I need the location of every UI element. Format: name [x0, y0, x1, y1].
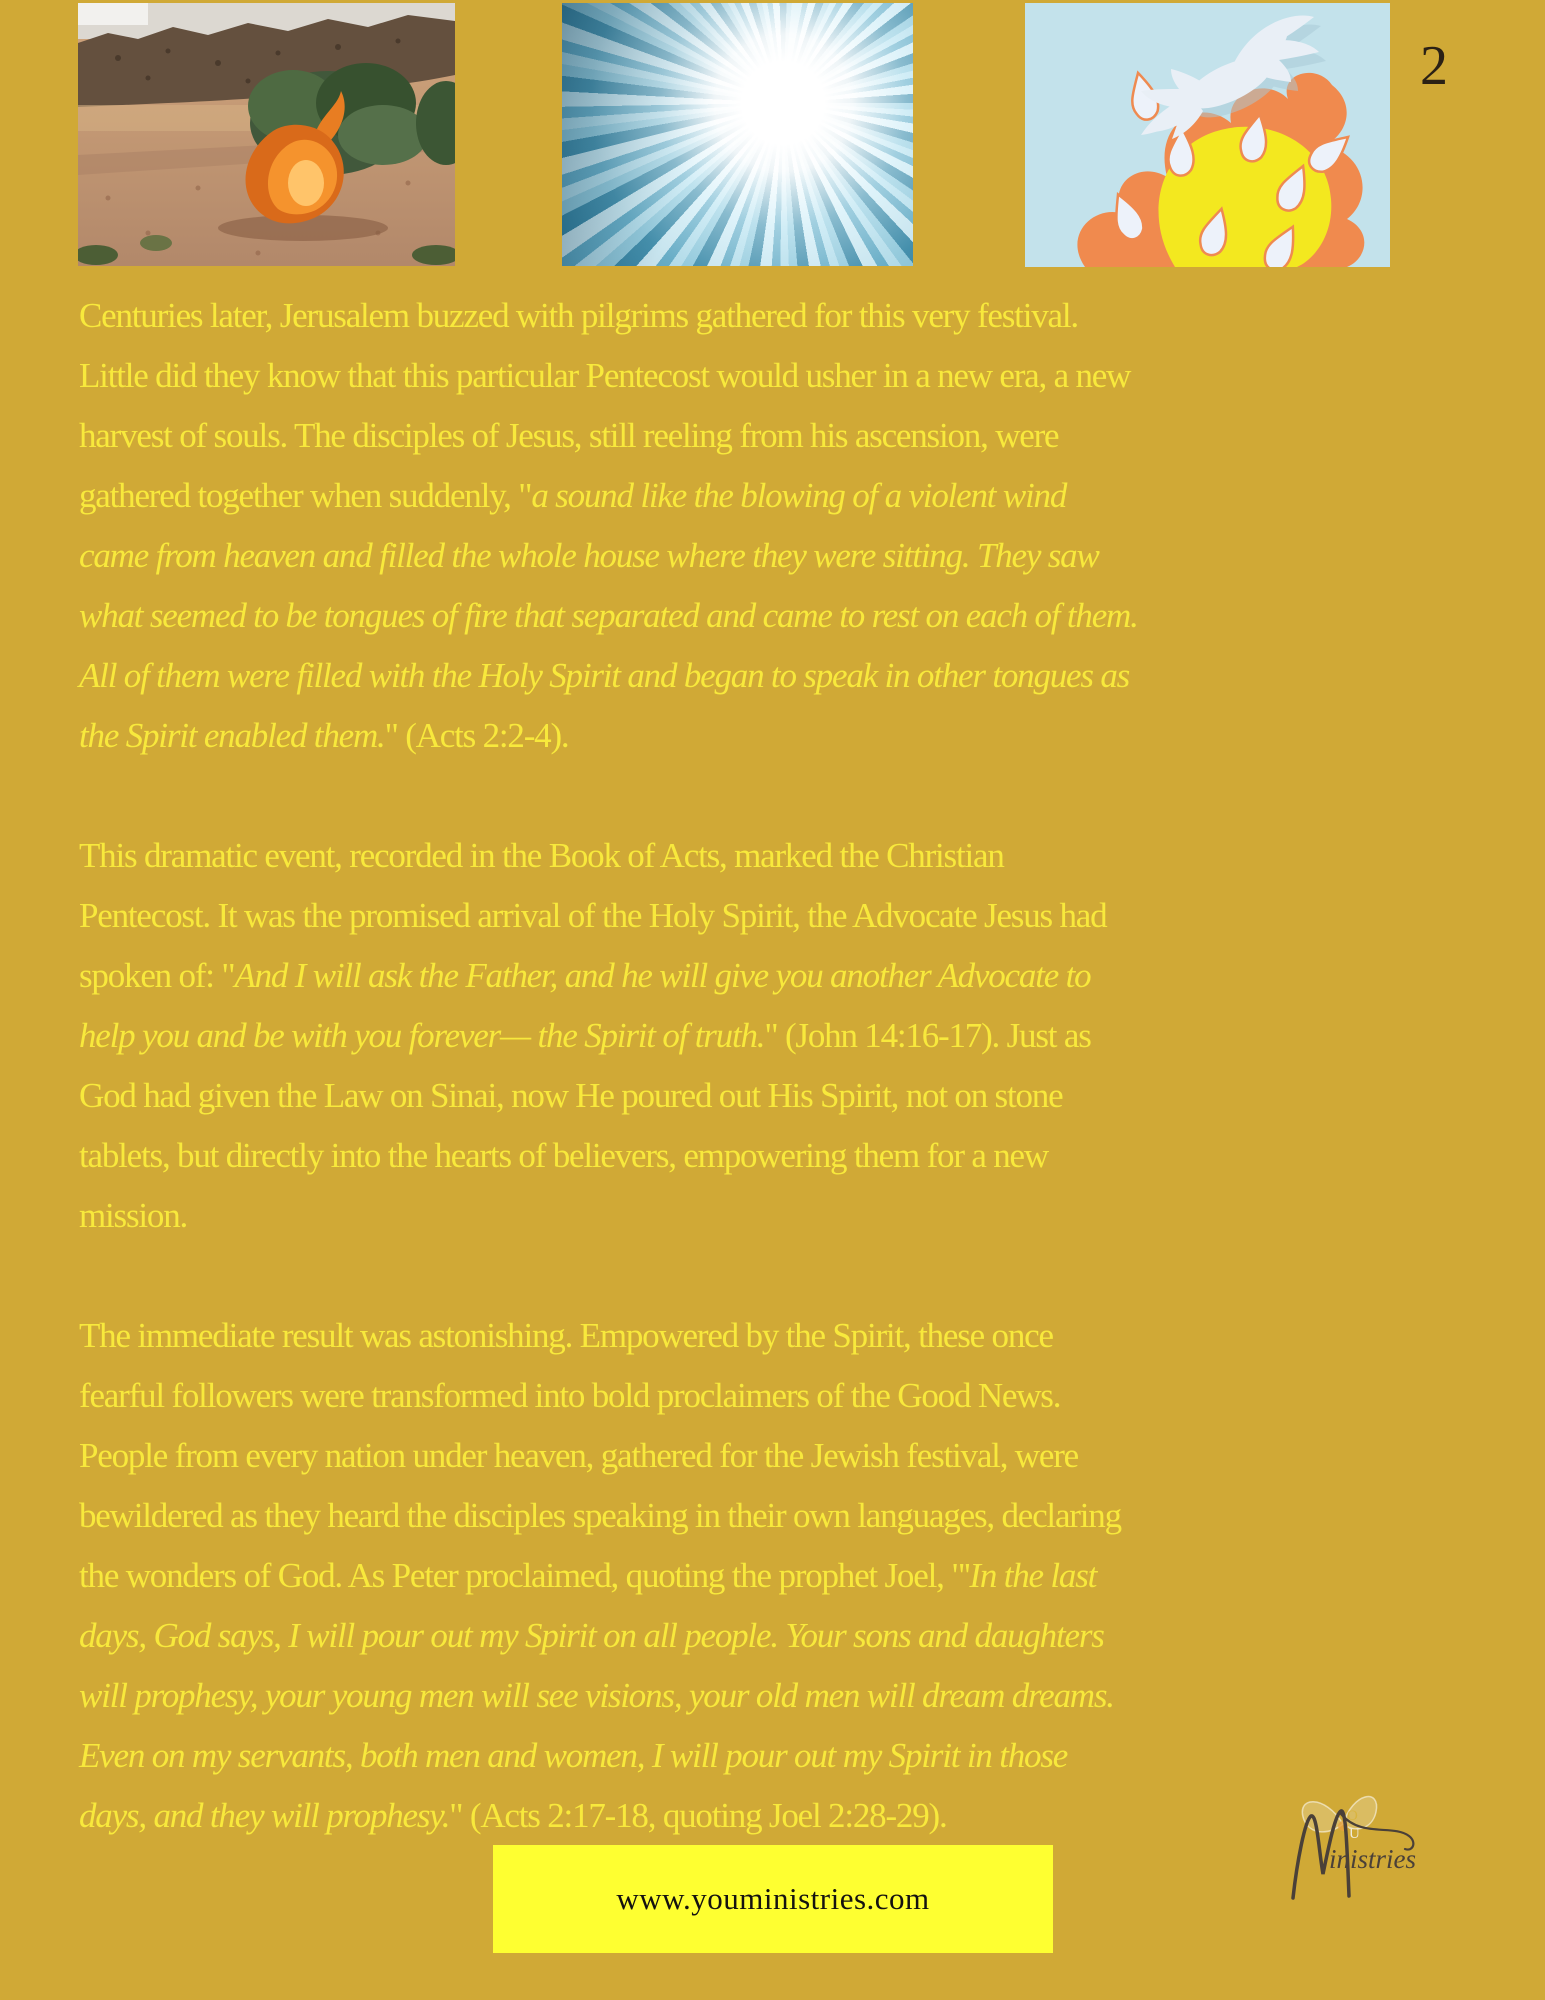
- ministries-logo: [1283, 1786, 1433, 1906]
- dove-flames-illustration: [1025, 3, 1390, 267]
- text-segment-italic: a sound like the blowing of a violent wind came from heaven and filled the whole house where they were sitting. They saw what seemed to be tongues of fire that separated and came to rest on each of them. All of them were filled with the Holy Spirit and began to speak in other tongues as the Spirit enabled them.: [79, 476, 1138, 755]
- logo-letter-o: O: [1347, 1808, 1358, 1824]
- burning-bush-photo: [78, 3, 455, 266]
- page-number: 2: [1420, 35, 1448, 97]
- logo-monogram: U: [1349, 1826, 1360, 1842]
- text-segment-regular: " (Acts 2:2-4).: [384, 716, 569, 755]
- footer-website-bar[interactable]: [493, 1845, 1053, 1953]
- burning-bush-illustration: [78, 3, 455, 266]
- text-segment-regular: The immediate result was astonishing. Empowered by the Spirit, these once fearful followers were transformed into bold proclaimers of the Good News. People from every nation under heaven, gathered for the Jewish festival, were bewildered as they heard the disciples speaking in their own languages, declaring the wonders of God. As Peter proclaimed, quoting the prophet Joel, "': [79, 1316, 1121, 1595]
- paragraph: [79, 826, 1141, 1246]
- dove-flames-papercraft: [1025, 3, 1390, 267]
- text-segment-regular: " (Acts 2:17-18, quoting Joel 2:28-29).: [449, 1796, 947, 1835]
- text-segment-italic: And I will ask the Father, and he will give you another Advocate to help you and be with you forever— the Spirit of truth.: [79, 956, 1091, 1055]
- light-rays-photo: [562, 3, 913, 266]
- website-link[interactable]: www.youministries.com: [616, 1881, 930, 1916]
- body-text: [79, 286, 1141, 1906]
- ministries-logo-graphic: [1283, 1786, 1433, 1906]
- logo-word: inistries: [1329, 1844, 1417, 1874]
- text-segment-italic: In the last days, God says, I will pour out my Spirit on all people. Your sons and daughters will prophesy, your young men will see visions, your old men will dream dreams. Even on my servants, both men and women, I will pour out my Spirit in those days, and they will prophesy.: [79, 1556, 1114, 1835]
- paragraph: [79, 286, 1141, 766]
- paragraph: [79, 1306, 1141, 1846]
- text-segment-regular: " (John 14:16-17). Just as God had given the Law on Sinai, now He poured out His Spirit, not on stone tablets, but directly into the hearts of believers, empowering them for a new mission.: [79, 1016, 1091, 1235]
- text-segment-regular: This dramatic event, recorded in the Book of Acts, marked the Christian Pentecost. It was the promised arrival of the Holy Spirit, the Advocate Jesus had spoken of: ": [79, 836, 1107, 995]
- text-segment-regular: Centuries later, Jerusalem buzzed with pilgrims gathered for this very festival. Little did they know that this particular Pentecost would usher in a new era, a new harvest of souls. The disciples of Jesus, still reeling from his ascension, were gathered together when suddenly, ": [79, 296, 1131, 515]
